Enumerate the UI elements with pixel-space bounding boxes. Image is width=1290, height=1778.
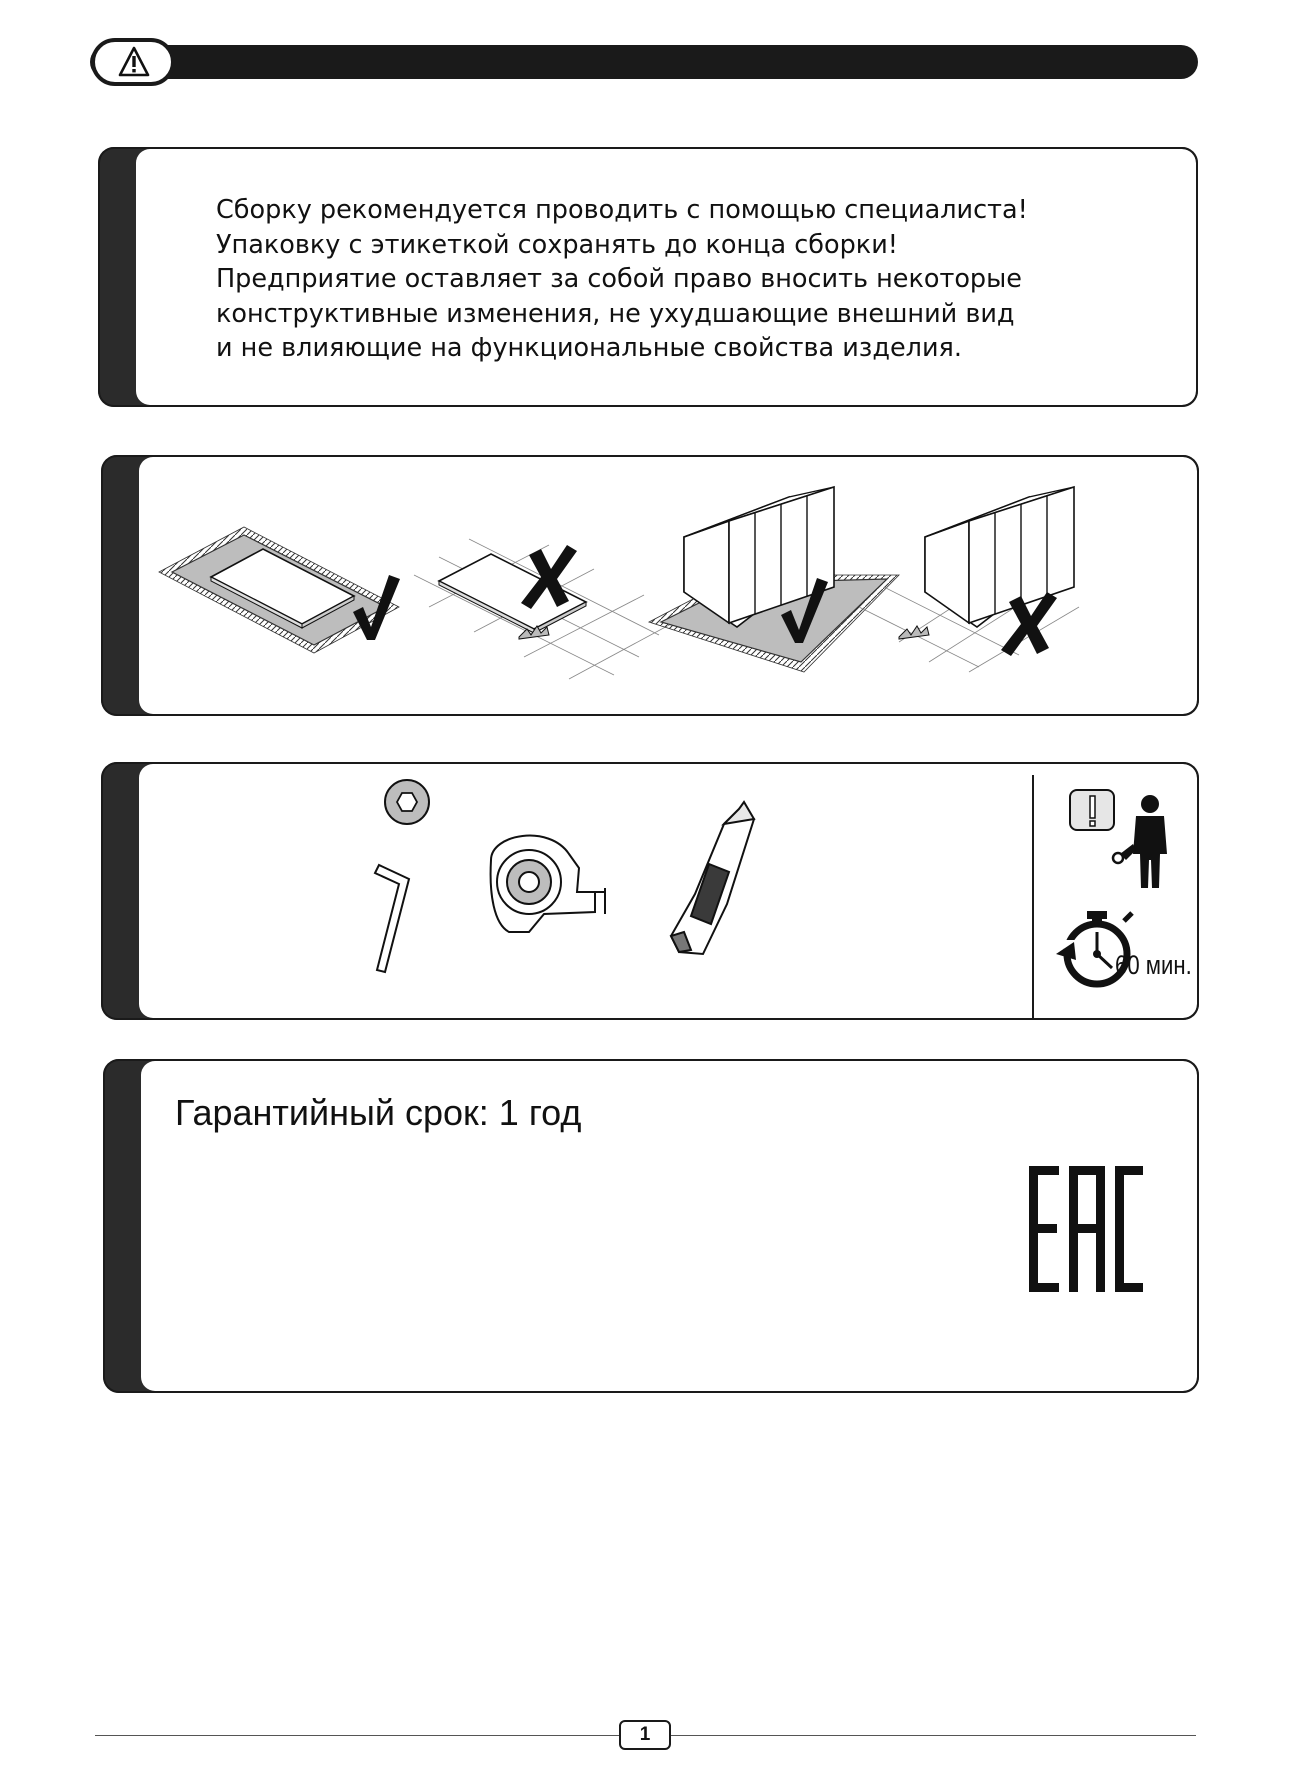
hex-nut-icon <box>385 780 429 824</box>
assembly-duration: 60 мин. <box>1115 950 1192 980</box>
warning-triangle-icon <box>117 45 151 79</box>
notice-line: конструктивные изменения, не ухудшающие внешний вид <box>216 298 1015 329</box>
tools-panel <box>101 762 1199 1020</box>
warranty-text: Гарантийный срок: 1 год <box>175 1092 582 1133</box>
panel-on-hard-floor-icon <box>414 539 684 679</box>
page-number: 1 <box>619 1720 671 1750</box>
notice-line: Предприятие оставляет за собой право вносить некоторые <box>216 264 1022 294</box>
footer-rule-left <box>95 1735 619 1736</box>
allen-key-icon <box>375 865 409 972</box>
notice-line: Сборку рекомендуется проводить с помощью специалиста! <box>216 195 1028 225</box>
header-bar <box>90 45 1198 79</box>
utility-knife-icon <box>671 802 754 954</box>
cabinet-on-rug-icon <box>649 487 899 672</box>
assembler-person-icon <box>1070 790 1167 888</box>
notice-line: и не влияющие на функциональные свойства изделия. <box>216 333 962 363</box>
panel-on-rug-icon <box>159 527 399 653</box>
warning-badge <box>91 38 175 86</box>
tape-measure-icon <box>491 836 605 932</box>
notice-panel <box>98 147 1198 407</box>
footer-rule-right <box>671 1735 1196 1736</box>
eac-mark-icon <box>1029 1166 1149 1306</box>
panel-divider <box>1032 775 1034 1019</box>
notice-line: Упаковку с этикеткой сохранять до конца сборки! <box>216 229 899 260</box>
notice-text <box>216 193 1028 366</box>
assembly-surface-panel <box>101 455 1199 716</box>
